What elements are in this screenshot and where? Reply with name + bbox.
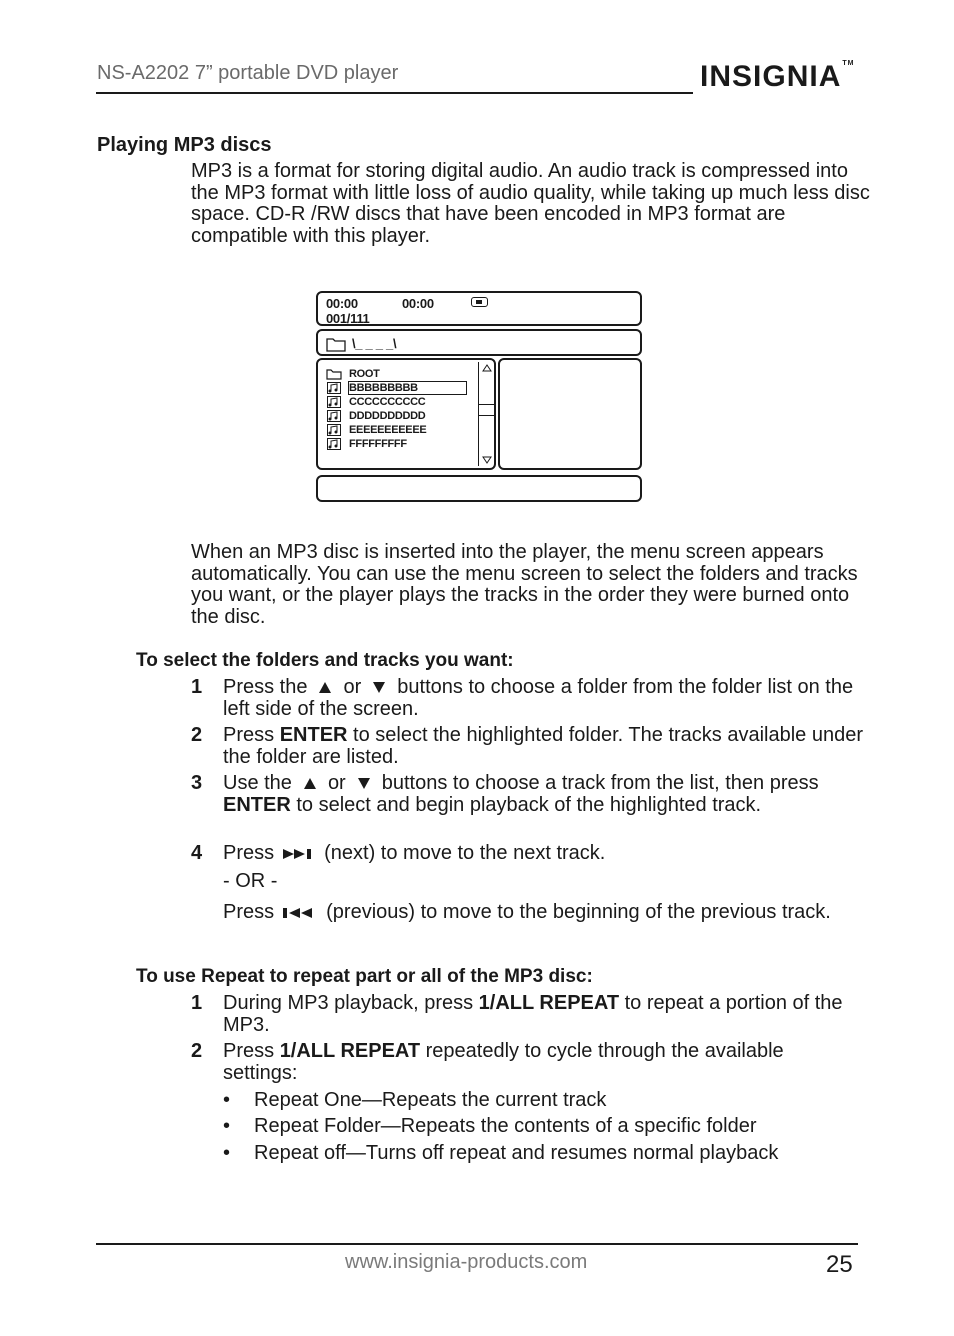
path-box: [316, 329, 642, 356]
footer-url[interactable]: www.insignia-products.com: [345, 1251, 588, 1273]
insignia-logo: [700, 60, 854, 94]
step-number: 2: [191, 1040, 203, 1062]
step-text: Use the: [223, 772, 292, 794]
time-elapsed: 00:00: [326, 296, 358, 311]
bullet-dot: •: [223, 1089, 231, 1111]
step-text: to select and begin playback of the highlighted track.: [296, 793, 762, 816]
step-number: 2: [191, 724, 203, 746]
repeat-step-2: [191, 1040, 863, 1084]
folder-item-e[interactable]: EEEEEEEEEEE: [349, 424, 427, 436]
select-heading: To select the folders and tracks you want:: [136, 650, 514, 671]
step-text: to repeat a portion of the MP3.: [223, 992, 843, 1036]
root-folder-icon: [326, 368, 342, 380]
music-file-icon: [327, 410, 341, 422]
up-arrow-icon: [304, 778, 316, 789]
step-text: During MP3 playback, press: [223, 992, 474, 1014]
info-bar: [316, 475, 642, 502]
repeat-key-label: 1/ALL REPEAT: [279, 1040, 421, 1062]
down-arrow-icon: [358, 778, 370, 789]
folder-path: \_ _ _ _\: [352, 336, 397, 351]
folder-item-b[interactable]: BBBBBBBBB: [349, 382, 418, 394]
bullet-text: Repeat One—Repeats the current track: [254, 1089, 607, 1111]
bullet-text: Repeat off—Turns off repeat and resumes normal playback: [254, 1142, 779, 1164]
bullet-item: [223, 1142, 779, 1165]
section-title: Playing MP3 discs: [97, 134, 272, 156]
logo-text-right: IA: [809, 60, 842, 93]
step-number: 1: [191, 676, 203, 698]
header-rule: [96, 92, 693, 94]
step-text: Press: [223, 724, 275, 746]
scroll-up-arrow-icon[interactable]: [482, 364, 492, 372]
bullet-item: [223, 1115, 757, 1138]
logo-text-left: INSIG: [700, 60, 787, 93]
folder-item-c[interactable]: CCCCCCCCCC: [349, 396, 426, 408]
stop-indicator-icon: [471, 297, 488, 307]
track-list-box: [498, 358, 642, 470]
folder-icon: [326, 336, 346, 352]
logo-n: N: [786, 60, 810, 93]
select-step-1: [191, 676, 863, 720]
step-text: repeatedly to cycle through the available settings:: [223, 1040, 784, 1084]
select-step-4: [191, 842, 863, 865]
repeat-heading: To use Repeat to repeat part or all of the MP3 disc:: [136, 966, 593, 987]
music-file-icon: [327, 424, 341, 436]
step-text: or: [327, 772, 346, 794]
menu-paragraph: When an MP3 disc is inserted into the player, the menu screen appears automatically. You can use the menu screen to select the folders and tracks you want, or the player plays the tracks in the order they were burned onto the disc.: [191, 541, 858, 628]
enter-key-label: ENTER: [223, 793, 291, 816]
next-track-icon: [282, 847, 318, 861]
repeat-key-label: 1/ALL REPEAT: [478, 992, 620, 1014]
bullet-dot: •: [223, 1115, 231, 1137]
previous-track-icon: [282, 906, 320, 920]
step-text: buttons to choose a folder from the folder list on the left side of the screen.: [223, 676, 854, 720]
music-file-icon: [327, 382, 341, 394]
scroll-thumb[interactable]: [479, 404, 494, 416]
bullet-item: [223, 1089, 607, 1112]
intro-paragraph: MP3 is a format for storing digital audio. An audio track is compressed into the MP3 format with little loss of audio quality, while taking up much less disc space. CD-R /RW discs that have been encoded in MP3 format are compatible with this player.: [191, 160, 870, 247]
step-text: (next) to move to the next track.: [324, 842, 606, 864]
down-arrow-icon: [373, 682, 385, 693]
step-text: buttons to choose a track from the list, then press: [381, 772, 819, 794]
time-total: 00:00: [402, 296, 434, 311]
select-step-4-alt: [223, 902, 863, 924]
repeat-step-1: [191, 992, 863, 1036]
list-scrollbar[interactable]: [478, 362, 494, 466]
step-text: Press: [223, 842, 275, 864]
or-separator: - OR -: [223, 870, 278, 892]
header-title: NS-A2202 7” portable DVD player: [97, 62, 399, 84]
folder-list-box: [316, 358, 496, 470]
folder-item-root[interactable]: ROOT: [349, 368, 380, 380]
music-file-icon: [327, 396, 341, 408]
folder-item-f[interactable]: FFFFFFFFF: [349, 438, 407, 450]
status-box: [316, 291, 642, 326]
up-arrow-icon: [319, 682, 331, 693]
step-number: 4: [191, 842, 203, 864]
track-counter: 001/111: [326, 311, 370, 326]
step-number: 1: [191, 992, 203, 1014]
step-text: (previous) to move to the beginning of the previous track.: [326, 901, 831, 923]
step-number: 3: [191, 772, 203, 794]
step-text: to select the highlighted folder. The tracks available under the folder are listed.: [223, 724, 863, 768]
bullet-dot: •: [223, 1142, 231, 1164]
bullet-text: Repeat Folder—Repeats the contents of a specific folder: [254, 1115, 757, 1137]
select-step-2: [191, 724, 863, 768]
enter-key-label: ENTER: [279, 724, 348, 746]
music-file-icon: [327, 438, 341, 450]
page-number: 25: [826, 1251, 853, 1278]
mp3-menu-screen: [316, 290, 644, 504]
scroll-down-arrow-icon[interactable]: [482, 456, 492, 464]
folder-item-d[interactable]: DDDDDDDDDD: [349, 410, 426, 422]
select-step-3: [191, 772, 863, 816]
logo-tm: TM: [842, 60, 855, 67]
step-text: or: [343, 676, 362, 698]
step-text: Press: [223, 1040, 275, 1062]
step-text: Press the: [223, 676, 308, 698]
step-text: Press: [223, 901, 275, 923]
footer-rule: [96, 1243, 858, 1245]
